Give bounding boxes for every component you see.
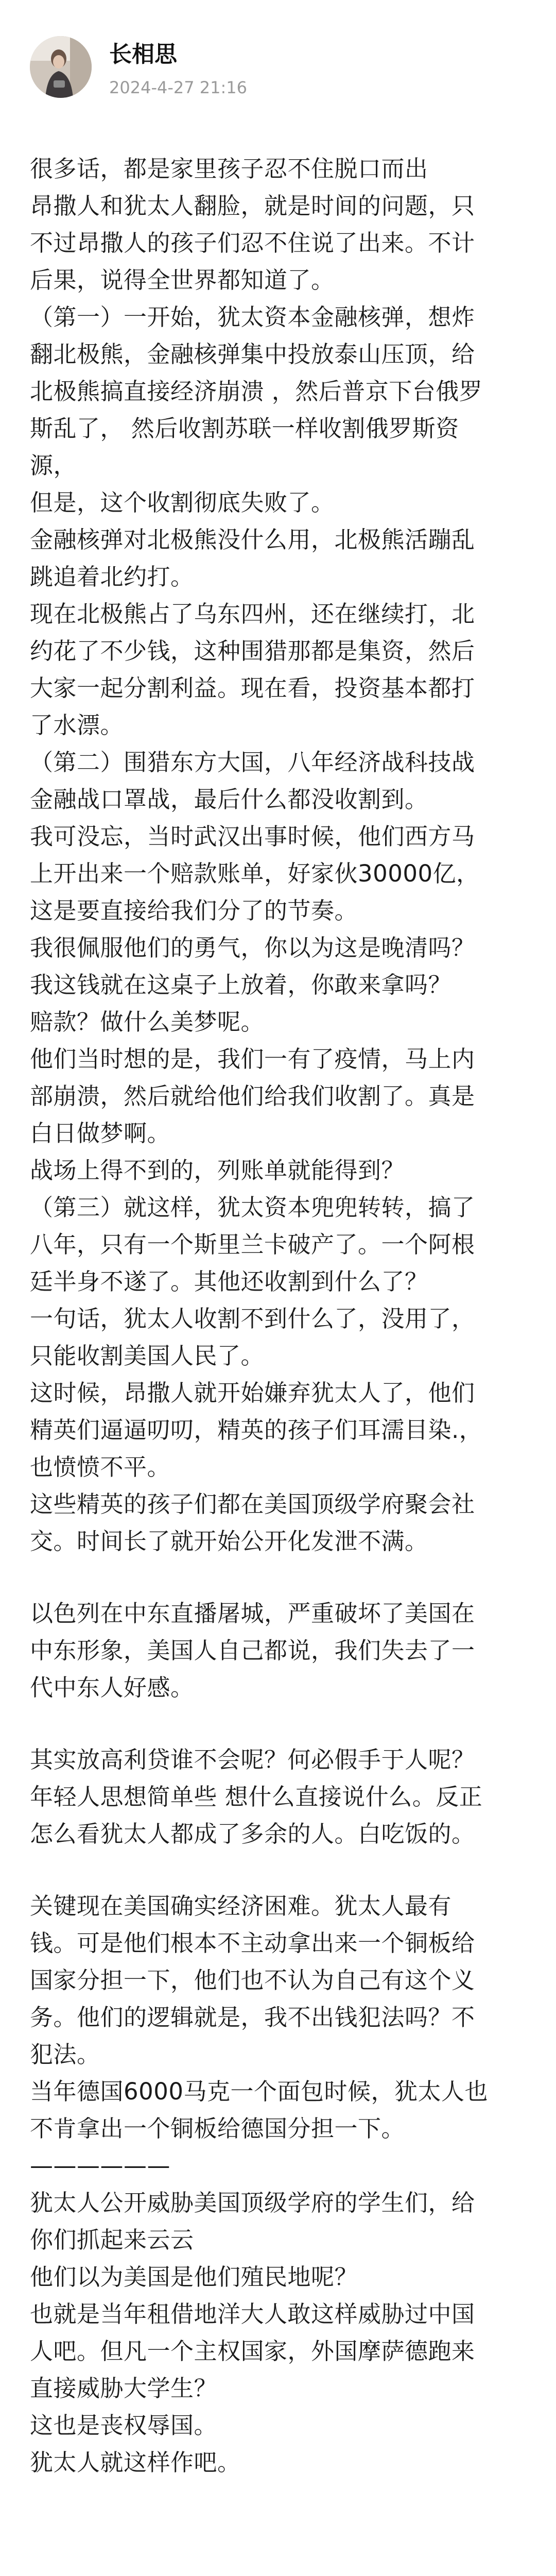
post-timestamp: 2024-4-27 21:16 xyxy=(109,78,247,97)
post-paragraph: 很多话，都是家里孩子忍不住脱口而出 xyxy=(30,155,428,182)
post-paragraph: 犹太人公开威胁美国顶级学府的学生们，给 你们抓起来云云 xyxy=(30,2189,475,2253)
user-photo-icon xyxy=(30,36,92,98)
post-paragraph: 犹太人就这样作吧。 xyxy=(30,2449,241,2476)
post-paragraph: 这也是丧权辱国。 xyxy=(30,2412,218,2439)
post-paragraph: 赔款？做什么美梦呢。 xyxy=(30,1008,265,1036)
post-paragraph: 我这钱就在这桌子上放着，你敢来拿吗？ xyxy=(30,971,452,998)
post-paragraph: 这时候，昂撒人就开始嫌弃犹太人了，他们 精英们逼逼叨叨，精英的孩子们耳濡目染.， 也愤愤不平。 xyxy=(30,1379,483,1481)
post-paragraph: 当年德国6000马克一个面包时候，犹太人也 不肯拿出一个铜板给德国分担一下。 xyxy=(30,2078,489,2142)
post-paragraph: （第三）就这样，犹太资本兜兜转转，搞了 八年，只有一个斯里兰卡破产了。一个阿根 廷半身不遂了。其他还收割到什么了？ xyxy=(30,1194,475,1295)
post-paragraph: 金融核弹对北极熊没什么用，北极熊活蹦乱 跳追着北约打。 xyxy=(30,526,475,590)
post-paragraph: 现在北极熊占了乌东四州，还在继续打，北 约花了不少钱，这种围猎那都是集资，然后 大家一起分割利益。现在看，投资基本都打 了水漂。 xyxy=(30,600,475,739)
author-avatar[interactable] xyxy=(30,36,92,98)
paragraph-spacer xyxy=(30,1853,534,1888)
post-paragraph: （第一）一开始，犹太资本金融核弹，想炸 翻北极熊，金融核弹集中投放泰山压顶，给 北极熊搞直接经济崩溃 ，然后普京下台俄罗 斯乱了， 然后收割苏联一样收割俄罗斯资 源， xyxy=(30,303,483,479)
post-paragraph: 他们以为美国是他们殖民地呢？ xyxy=(30,2263,358,2291)
post-header xyxy=(0,0,556,118)
post-paragraph: 我可没忘，当时武汉出事时候，他们西方马 上开出来一个赔款账单，好家伙30000亿， 这是要直接给我们分了的节奏。 xyxy=(30,823,480,924)
author-name[interactable]: 长相思 xyxy=(109,41,177,67)
post-paragraph: 关键现在美国确实经济困难。犹太人最有 钱。可是他们根本不主动拿出来一个铜板给 国家分担一下，他们也不认为自己有这个义 务。他们的逻辑就是，我不出钱犯法吗？不 犯法。 xyxy=(30,1892,475,2068)
post-body xyxy=(30,150,534,2481)
post-paragraph: 这些精英的孩子们都在美国顶级学府聚会社 交。时间长了就开始公开化发泄不满。 xyxy=(30,1490,475,1555)
post-paragraph: —————— xyxy=(30,2152,170,2179)
paragraph-spacer xyxy=(30,1560,534,1595)
post-paragraph: 我很佩服他们的勇气，你以为这是晚清吗？ xyxy=(30,934,475,961)
post-paragraph: 昂撒人和犹太人翻脸，就是时间的问题，只 不过昂撒人的孩子们忍不住说了出来。不计 后果，说得全世界都知道了。 xyxy=(30,192,475,294)
post-paragraph: 战场上得不到的，列账单就能得到？ xyxy=(30,1157,405,1184)
post-paragraph: 也就是当年租借地洋大人敢这样威胁过中国 人吧。但凡一个主权国家，外国摩萨德跑来 直接威胁大学生？ xyxy=(30,2300,475,2402)
post-paragraph: 以色列在中东直播屠城，严重破坏了美国在 中东形象，美国人自己都说，我们失去了一 代中东人好感。 xyxy=(30,1600,475,1701)
paragraph-spacer xyxy=(30,1706,534,1741)
post-paragraph: 一句话，犹太人收割不到什么了，没用了， 只能收割美国人民了。 xyxy=(30,1305,475,1369)
post-paragraph: （第二）围猎东方大国，八年经济战科技战 金融战口罩战，最后什么都没收割到。 xyxy=(30,749,475,813)
post-paragraph: 他们当时想的是，我们一有了疫情，马上内 部崩溃，然后就给他们给我们收割了。真是 白日做梦啊。 xyxy=(30,1045,475,1147)
post-paragraph: 但是，这个收割彻底失败了。 xyxy=(30,489,335,516)
post-paragraph: 其实放高利贷谁不会呢？何必假手于人呢？ 年轻人思想简单些 想什么直接说什么。反正 怎么看犹太人都成了多余的人。白吃饭的。 xyxy=(30,1746,483,1848)
